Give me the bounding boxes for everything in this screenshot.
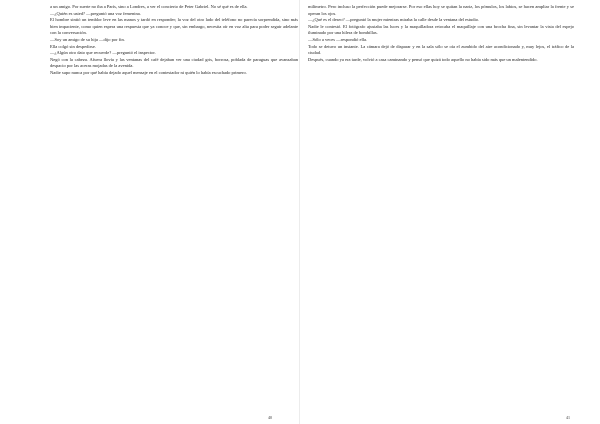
left-paragraph-6: —¿Algún otro dato que recuerde? —preguntó el inspector. — [50, 50, 156, 56]
right-page-number: 41 — [566, 415, 570, 420]
left-paragraph-5: Ella colgó sin despedirse. — [50, 43, 96, 49]
left-paragraph-8: Nadie supo nunca por qué había dejado aquel mensaje en el contestador ni quién lo había escuchado primero. — [50, 69, 247, 75]
left-paragraph-7: Negó con la cabeza. Afuera llovía y las ventanas del café dejaban ver una ciudad gris, borrosa, poblada de paraguas que avanzaban despacio por las aceras mojadas de la avenida. — [50, 56, 298, 69]
right-paragraph-6: Después, cuando ya era tarde, volvió a casa caminando y pensó que quizá todo aquello no había sido más que un malentendido. — [308, 56, 538, 62]
right-paragraph-3: Nadie le contestó. El fotógrafo ajustaba las luces y la maquilladora retocaba el maquillaje con una brocha fina, sin levantar la vista del espejo iluminado por una hilera de bombillas. — [308, 23, 574, 36]
right-page — [300, 0, 600, 424]
right-paragraph-4: —Sólo a veces —respondió ella. — [308, 36, 368, 42]
right-paragraph-5: Todo se detuvo un instante. La cámara dejó de disparar y en la sala sólo se oía el zumbido del aire acondicionado y, muy lejos, el tráfico de la ciudad. — [308, 43, 574, 56]
left-page-number: 40 — [268, 415, 272, 420]
left-page-text — [50, 4, 298, 77]
left-paragraph-3: El hombre sintió un temblor leve en las manos y tardó en responder; la voz del otro lado del teléfono no parecía sorprendida, sino más bien impaciente, como quien espera una respuesta que ya conoce y que, sin embargo, necesita oír en voz alta para poder seguir adelante con la conversación. — [50, 17, 298, 36]
right-paragraph-1: milímetro. Pero incluso la perfección puede mejorarse. Por eso ellas hoy se quitan la nariz, los pómulos, los labios, se hacen ampliar la frente y se operan los ojos. — [308, 4, 574, 16]
left-paragraph-1: a un amigo. Por suerte no iba a París, sino a Londres, a ver el concierto de Peter Gabriel. No sé qué es de ella. — [50, 4, 248, 9]
right-page-text — [308, 4, 574, 63]
left-paragraph-4: —Soy un amigo de su hija —dijo por fin. — [50, 36, 125, 42]
left-paragraph-2: —¿Quién es usted? —preguntó una voz femenina. — [50, 10, 141, 16]
right-paragraph-2: —¿Qué es el deseo? —preguntó la mujer mientras miraba la calle desde la ventana del estudio. — [308, 17, 480, 23]
